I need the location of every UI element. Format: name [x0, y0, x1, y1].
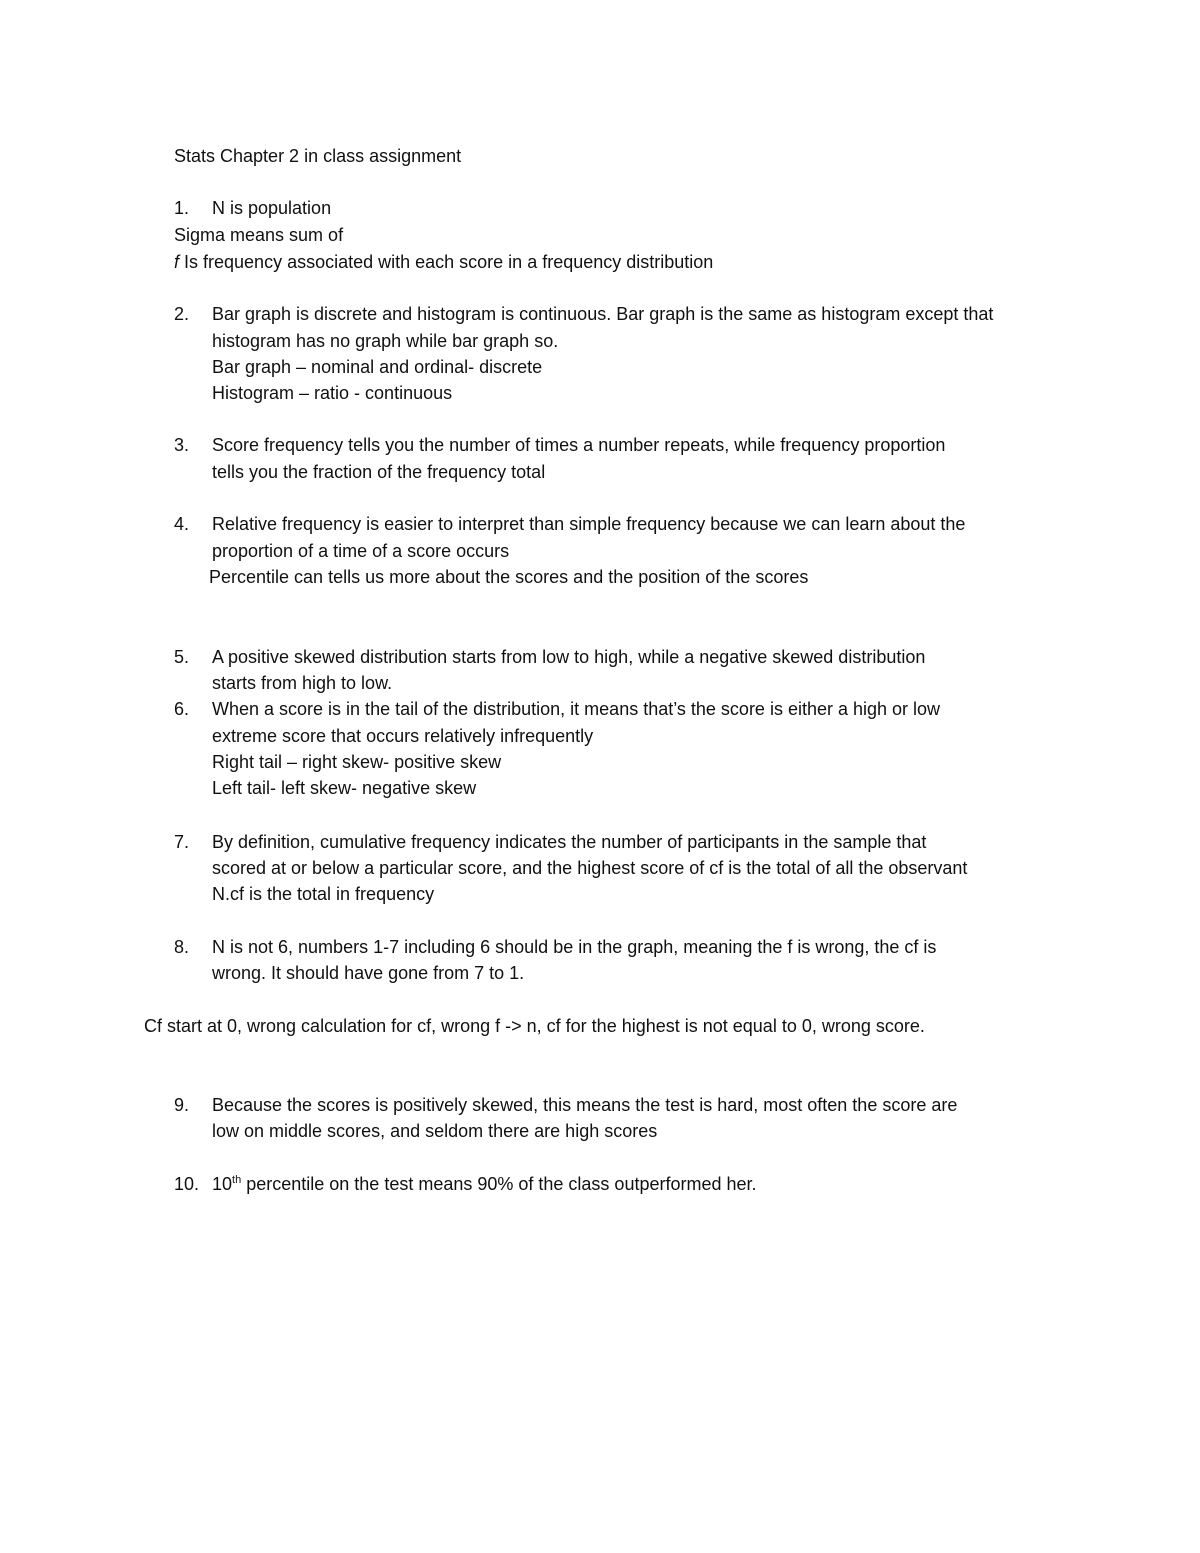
item-7-line-3: N.cf is the total in frequency	[212, 884, 435, 904]
f-line-text: Is frequency associated with each score in a frequency distribution	[179, 252, 714, 272]
item-2-line-3: Bar graph – nominal and ordinal- discrete	[212, 357, 543, 377]
item-7-line-1: By definition, cumulative frequency indicates the number of participants in the sample that	[212, 832, 927, 852]
item-4-line-3: Percentile can tells us more about the scores and the position of the scores	[209, 567, 809, 587]
f-symbol: f	[174, 252, 180, 272]
item-number-7: 7.	[174, 832, 190, 852]
item-8-line-2: wrong. It should have gone from 7 to 1.	[212, 963, 525, 983]
item-4-line-2: proportion of a time of a score occurs	[212, 541, 510, 561]
item-10-pre: 10	[212, 1174, 233, 1194]
item-number-2: 2.	[174, 304, 190, 324]
item-10-sup: th	[232, 1174, 242, 1186]
item-5-line-1: A positive skewed distribution starts from low to high, while a negative skewed distribution	[212, 647, 926, 667]
item-number-10: 10.	[174, 1174, 200, 1194]
item-2-line-1: Bar graph is discrete and histogram is continuous. Bar graph is the same as histogram except that	[212, 304, 994, 324]
item-8-line-1: N is not 6, numbers 1-7 including 6 should be in the graph, meaning the f is wrong, the cf is	[212, 937, 937, 957]
item-number-1: 1.	[174, 198, 190, 218]
item-10-post: percentile on the test means 90% of the class outperformed her.	[241, 1174, 757, 1194]
document-title: Stats Chapter 2 in class assignment	[174, 146, 462, 166]
item-6-line-1: When a score is in the tail of the distribution, it means that’s the score is either a high or low	[212, 699, 941, 719]
item-9-line-1: Because the scores is positively skewed, this means the test is hard, most often the score are	[212, 1095, 958, 1115]
item-6-line-4: Left tail- left skew- negative skew	[212, 778, 477, 798]
item-number-6: 6.	[174, 699, 190, 719]
item-number-3: 3.	[174, 435, 190, 455]
item-1-line-1: N is population	[212, 198, 332, 218]
item-number-9: 9.	[174, 1095, 190, 1115]
item-6-line-2: extreme score that occurs relatively infrequently	[212, 726, 594, 746]
item-3-line-2: tells you the fraction of the frequency total	[212, 462, 546, 482]
item-7-line-2: scored at or below a particular score, and the highest score of cf is the total of all the observant	[212, 858, 968, 878]
item-number-4: 4.	[174, 514, 190, 534]
item-1-f-line	[174, 251, 713, 273]
item-3-line-1: Score frequency tells you the number of times a number repeats, while frequency proportion	[212, 435, 946, 455]
item-4-line-1: Relative frequency is easier to interpret than simple frequency because we can learn about the	[212, 514, 966, 534]
item-10-line-1	[212, 1173, 757, 1195]
item-number-8: 8.	[174, 937, 190, 957]
item-number-5: 5.	[174, 647, 190, 667]
item-5-line-2: starts from high to low.	[212, 673, 393, 693]
note-after-item-8: Cf start at 0, wrong calculation for cf, wrong f -> n, cf for the highest is not equal to 0, wrong score.	[144, 1016, 925, 1036]
item-2-line-2: histogram has no graph while bar graph so.	[212, 331, 559, 351]
item-1-extra-line-1: Sigma means sum of	[174, 225, 344, 245]
item-2-line-4: Histogram – ratio - continuous	[212, 383, 453, 403]
item-6-line-3: Right tail – right skew- positive skew	[212, 752, 502, 772]
item-9-line-2: low on middle scores, and seldom there are high scores	[212, 1121, 658, 1141]
